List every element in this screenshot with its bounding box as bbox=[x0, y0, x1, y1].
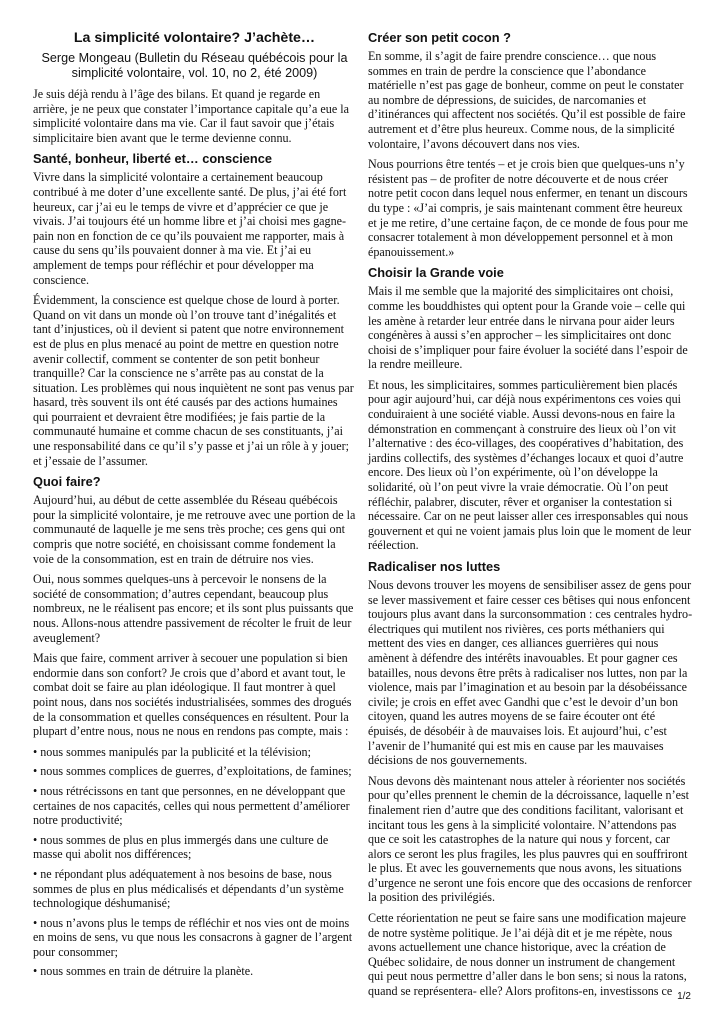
list-item: • nous sommes manipulés par la publicité et la télévision; bbox=[33, 744, 311, 759]
list-item: • nous sommes complices de guerres, d’exploitations, de famines; bbox=[33, 764, 352, 779]
bullet-list bbox=[33, 745, 356, 979]
paragraph: Nous devons dès maintenant nous atteler à réorienter nos sociétés pour qu’elles prennent le chemin de la décroissance, laquelle n’est finalement rien d’autre que des conditions facilitant, valorisant et incitant tous les gens à la simplicité volontaire. N’attendons pas que ce soit les catastrophes de la nature qui nous y forcent, car alors ce seront les plus fragiles, les plus pauvres qui en souffriront le plus. Et avec les gouvernements que nous avons, les situations d’urgence ne seront une fois encore que des occasions de renforcer la position des privilégiés. bbox=[368, 773, 692, 905]
list-item: • nous sommes de plus en plus immergés dans une culture de masse qui abolit nos différences; bbox=[33, 832, 329, 862]
paragraph: Aujourd’hui, au début de cette assemblée du Réseau québécois pour la simplicité volontaire, je me retrouve avec une portion de la communauté de laquelle je me sens très proche; ces gens qui ont compris que notre société, en choisissant comme fondement la voie de la consommation, est en train de détruire nos vies. bbox=[33, 493, 356, 566]
right-column bbox=[368, 30, 693, 1005]
section-heading-radicaliser: Radicaliser nos luttes bbox=[368, 559, 501, 574]
left-column bbox=[33, 30, 356, 984]
section-heading-quoi-faire: Quoi faire? bbox=[33, 474, 101, 490]
list-item: • nous rétrécissons en tant que personnes, en ne développant que certaines de nos capacités, celles qui nous permettent d’améliorer notre productivité; bbox=[33, 783, 350, 828]
paragraph: Et nous, les simplicitaires, sommes particulièrement bien placés pour agir aujourd’hui, car déjà nous expérimentons ces voies qui conduiraient à une société viable. Aussi devons-nous en faire la démonstration en commençant à construire des lieux où l’on vit l’alternative : des éco-villages, des coopératives d’habitation, des jardins collectifs, des systèmes d’échanges locaux et quoi d’autre encore. Des lieux où l’on expérimente, où l’on développe la solidarité, où l’on peut vivre la vraie démocratie. Où l’on peut réfléchir, palabrer, discuter, rêver et organiser la contestation si nécessaire. Car on ne peut laisser aller ces irresponsables qui nous gouvernent et qui ne voient jamais plus loin que le moment de leur réélection. bbox=[368, 377, 692, 553]
paragraph: Mais que faire, comment arriver à secouer une population si bien endormie dans son confort? Je crois que d’abord et avant tout, le combat doit se faire au plan idéologique. Il faut montrer à quel point nous, dans nos sociétés industrialisées, sommes des drogués de la consommation et quelles conséquences en résultent. Pour la plupart d’entre nous, nous ne nous en rendons pas compte, mais : bbox=[33, 651, 352, 739]
article-title: La simplicité volontaire? J’achète… bbox=[73, 30, 316, 46]
paragraph: Nous devons trouver les moyens de sensibiliser assez de gens pour se lever massivement et faire cesser ces bêtises qui nous enfoncent toujours plus avant dans la surconsommation : ces centrales hydro-électriques qui mutilent nos rivières, ces ports méthaniers qui mettent des vies en danger, ces alliances guerrières qui nous amènent à défendre des intérêts inavouables. Et pour gagner ces batailles, nous devons être prêts à radicaliser nos luttes, non par la violence, mais par l’imagination et au besoin par la désobéissance civile; je crois en effet avec Gandhi que c’est le devoir d’un bon citoyen, quand les autres moyens de se faire écouter ont été épuisés, de désobéir à de mauvaises lois. Et aujourd’hui, c’est l’avenir de l’humanité qui est mis en cause par les mauvaises décisions de nos gouvernements. bbox=[368, 578, 693, 768]
intro-paragraph: Je suis déjà rendu à l’âge des bilans. Et quand je regarde en arrière, je ne peux que constater l’importance capitale qu’a eue la simplicité volontaire dans ma vie. Car il faut savoir que j’étais simplicitaire bien avant que le terme devienne connu. bbox=[33, 87, 349, 145]
paragraph: Cette réorientation ne peut se faire sans une modification majeure de notre système politique. Je l’ai déjà dit et je me répète, nous avons actuellement une chance historique, avec la création de Québec solidaire, de nous donner un instrument de changement qui peut nous permettre d’aller dans le bon sens; si nous la ratons, quand se représentera- elle? Alors profitons-en, investissons ce bbox=[368, 911, 687, 999]
paragraph: Évidemment, la conscience est quelque chose de lourd à porter. Quand on vit dans un monde où l’on trouve tant d’inégalités et tant d’injustices, où il devient si patent que notre environnement est de plus en plus menacé au point de mettre en question notre avenir collectif, comment se contenter de son petit bonheur tranquille? Car la conscience ne s’arrête pas au constat de la situation. Les problèmes qui nous inquiètent ne sont pas venus par hasard, très souvent ils ont été causés par des actions humaines qui pourraient et devraient être modifiées; je fais partie de la communauté humaine et comme chacun de ses constituants, j’ai une responsabilité dans ce qu’il s’y passe et j’ai un rôle à y jouer; et j’essaie de l’assumer. bbox=[33, 293, 354, 468]
paragraph: Mais il me semble que la majorité des simplicitaires ont choisi, comme les bouddhistes qui optent pour la Grande voie – celle qui les amène à retarder leur entrée dans le nirvana pour aider leurs congénères à aussi s’en approcher – les simplicitaires ont donc choisi de s’impliquer pour faire évoluer la société dans l’espoir de la rendre meilleure. bbox=[368, 284, 688, 372]
list-item: • ne répondant plus adéquatement à nos besoins de base, nous sommes de plus en plus médicalisés et dépendants d’un système technologique déshumanisé; bbox=[33, 866, 344, 911]
article-byline: Serge Mongeau (Bulletin du Réseau québécois pour la simplicité volontaire, vol. 10, no 2, été 2009) bbox=[41, 51, 348, 80]
paragraph: Oui, nous sommes quelques-uns à percevoir le nonsens de la société de consommation; d’autres cependant, beaucoup plus nombreux, ne le réalisent pas encore; et ils sont plus puissants que nous. Allons-nous attendre passivement de récolter le fruit de leur aveuglement? bbox=[33, 572, 354, 645]
paragraph: En somme, il s’agit de faire prendre conscience… que nous sommes en train de perdre la conscience que l’abondance matérielle n’est pas gage de bonheur, comme on peut le constater au nombre de dépressions, de suicides, de narcomanies et d’itinérances qui affectent nos sociétés. Qu’il est possible de faire autrement et d’être plus heureux. Comme nous, de la simplicité volontaire, l’avons découvert dans nos vies. bbox=[368, 49, 686, 151]
section-heading-grande-voie: Choisir la Grande voie bbox=[368, 265, 504, 281]
page-number: 1/2 bbox=[677, 991, 691, 1002]
paragraph: Vivre dans la simplicité volontaire a certainement beaucoup contribué à me doter d’une excellente santé. De plus, j’ai été fort heureux, car j’ai eu le temps de vivre et d’apprécier ce que je vivais. J’ai toujours été un homme libre et j’ai choisi mes gagne-pain non en fonction de ce qu’ils pouvaient me rapporter, mais à cause du sens qu’ils pouvaient donner à ma vie. Et j’ai eu amplement de temps pour réfléchir et pour développer ma conscience. bbox=[33, 170, 347, 287]
section-heading-sante: Santé, bonheur, liberté et… conscience bbox=[33, 151, 272, 167]
list-item: • nous n’avons plus le temps de réfléchir et nos vies ont de moins en moins de sens, vu que nous les consacrons à gagner de l’argent pour consommer; bbox=[33, 915, 353, 959]
list-item: • nous sommes en train de détruire la planète. bbox=[33, 964, 254, 979]
paragraph: Nous pourrions être tentés – et je crois bien que quelques-uns n’y résistent pas – de profiter de notre découverte et de nous créer notre petit cocon dans lequel nous enfermer, en tenant un discours du type : «J’ai compris, je sais maintenant comment être heureux et je me retire, d’une certaine façon, de ce monde de fous pour me consacrer totalement à mon développement personnel et à mon épanouissement.» bbox=[368, 157, 689, 259]
section-heading-cocon: Créer son petit cocon ? bbox=[368, 30, 511, 45]
